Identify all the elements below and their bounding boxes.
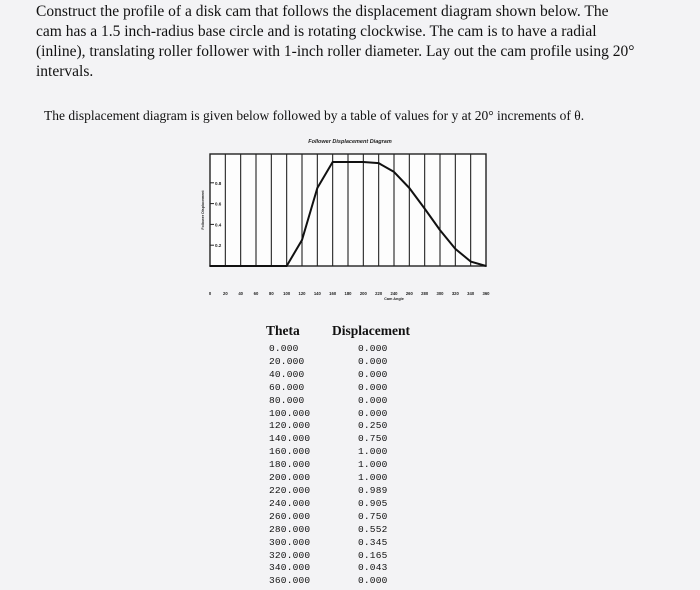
problem-line: (inline), translating roller follower with 1-inch roller diameter. Lay out the cam profile using 20° (36, 43, 635, 60)
x-tick-label: 140 (313, 291, 321, 296)
data-point (485, 265, 487, 267)
data-point (225, 265, 227, 267)
x-tick-label: 160 (329, 291, 337, 296)
problem-line: intervals. (36, 63, 94, 80)
data-point (424, 208, 426, 210)
theta-value: 240.000 (269, 497, 311, 509)
data-point (470, 261, 472, 263)
diagram-intro: The displacement diagram is given below followed by a table of values for y at 20° increments of θ. (44, 108, 585, 123)
displacement-value: 0.552 (358, 523, 388, 535)
theta-value: 60.000 (269, 381, 305, 393)
displacement-value: 0.165 (358, 549, 388, 561)
x-tick-label: 240 (390, 291, 398, 296)
displacement-value: 0.750 (358, 433, 388, 445)
displacement-value: 0.000 (358, 575, 388, 587)
theta-value: 140.000 (269, 433, 311, 445)
chart-title: Follower Displacement Diagram (308, 139, 392, 145)
x-axis-label: Cam Angle (384, 297, 404, 301)
displacement-value: 0.000 (358, 368, 388, 380)
theta-value: 80.000 (269, 394, 305, 406)
displacement-value: 0.250 (358, 420, 388, 432)
y-tick-label: 0.4 (215, 222, 222, 228)
x-tick-label: 0 (208, 291, 212, 296)
displacement-header: Displacement (332, 323, 410, 338)
displacement-value: 0.000 (358, 343, 388, 354)
theta-value: 340.000 (269, 562, 311, 574)
data-point (209, 265, 211, 267)
x-tick-label: 120 (298, 291, 306, 296)
data-point (271, 265, 273, 267)
data-point (409, 187, 411, 189)
displacement-value: 0.000 (358, 394, 388, 406)
theta-value: 200.000 (269, 472, 311, 484)
displacement-value: 0.989 (358, 484, 388, 496)
theta-value: 100.000 (269, 407, 311, 419)
data-point (255, 265, 257, 267)
theta-value: 160.000 (269, 446, 311, 458)
theta-value: 180.000 (269, 459, 311, 471)
displacement-value: 0.000 (358, 407, 388, 419)
displacement-value: 0.000 (358, 355, 388, 367)
displacement-value: 0.750 (358, 510, 388, 522)
data-point (455, 248, 457, 250)
x-tick-label: 40 (238, 291, 244, 296)
data-point (393, 171, 395, 173)
theta-value: 280.000 (269, 523, 311, 535)
x-tick-label: 220 (375, 291, 383, 296)
x-tick-label: 180 (344, 291, 352, 296)
data-point (332, 161, 334, 163)
theta-value: 0.000 (269, 343, 299, 354)
displacement-value: 0.905 (358, 497, 388, 509)
data-point (363, 161, 365, 163)
data-point (301, 239, 303, 241)
theta-value: 20.000 (269, 355, 305, 367)
x-tick-label: 360 (482, 291, 490, 296)
theta-value: 320.000 (269, 549, 311, 561)
x-tick-label: 260 (405, 291, 413, 296)
data-point (378, 162, 380, 164)
y-tick-label: 0.6 (215, 201, 222, 207)
x-tick-label: 60 (253, 291, 259, 296)
displacement-value: 1.000 (358, 459, 388, 471)
y-tick-label: 0.2 (215, 243, 222, 249)
problem-line: cam has a 1.5 inch-radius base circle and is rotating clockwise. The cam is to have a radial (36, 23, 597, 40)
problem-statement (36, 2, 691, 82)
x-tick-label: 340 (467, 291, 475, 296)
theta-value: 300.000 (269, 536, 311, 548)
theta-header: Theta (266, 323, 300, 338)
theta-column (269, 343, 310, 588)
x-tick-label: 100 (283, 291, 291, 296)
y-axis-label: Follower Displacement (201, 190, 205, 230)
data-point (286, 265, 288, 267)
y-tick-label: 0.8 (215, 180, 222, 186)
displacement-value: 1.000 (358, 472, 388, 484)
displacement-value: 0.345 (358, 536, 388, 548)
theta-value: 220.000 (269, 484, 311, 496)
data-point (347, 161, 349, 163)
displacement-column (358, 343, 388, 588)
displacement-value: 0.000 (358, 381, 388, 393)
theta-value: 360.000 (269, 575, 311, 587)
theta-value: 40.000 (269, 368, 305, 380)
theta-value: 120.000 (269, 420, 311, 432)
displacement-chart (200, 148, 500, 318)
theta-value: 260.000 (269, 510, 311, 522)
x-tick-label: 200 (359, 291, 367, 296)
displacement-value: 1.000 (358, 446, 388, 458)
x-tick-label: 20 (222, 291, 228, 296)
x-tick-label: 320 (451, 291, 459, 296)
problem-line: Construct the profile of a disk cam that follows the displacement diagram shown below. The (36, 3, 609, 20)
x-tick-label: 80 (268, 291, 274, 296)
data-point (317, 187, 319, 189)
data-point (439, 229, 441, 231)
x-tick-label: 280 (421, 291, 429, 296)
x-tick-label: 300 (436, 291, 444, 296)
data-point (240, 265, 242, 267)
displacement-value: 0.043 (358, 562, 388, 574)
